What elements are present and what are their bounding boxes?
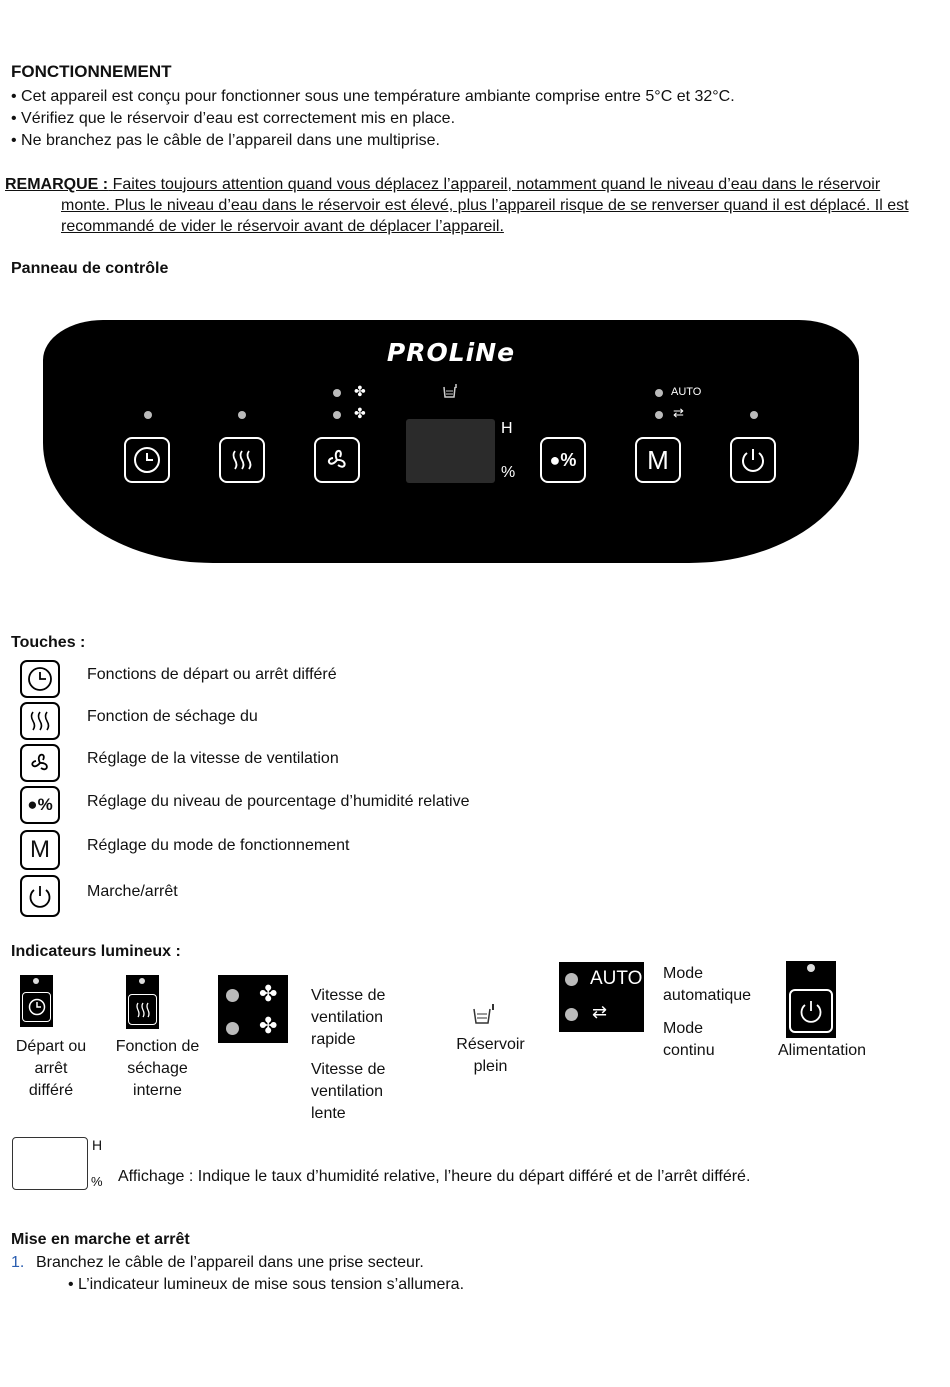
continuous-icon: ⇄ xyxy=(592,1002,608,1022)
keys-heading: Touches : xyxy=(11,634,86,651)
power-icon xyxy=(26,882,54,910)
auto-mode-label: Mode automatique xyxy=(663,965,752,1004)
humidity-percent-icon: ●% xyxy=(549,449,577,470)
fan-icon xyxy=(26,749,54,777)
led-continuous xyxy=(565,1008,578,1021)
drying-indicator-label: Fonction de séchage interne xyxy=(115,1038,200,1099)
fast-fan-label: Vitesse de ventilation rapide xyxy=(311,987,386,1048)
display-h-label: H xyxy=(501,420,513,437)
fan-fast-icon: ✤ xyxy=(354,383,366,399)
humidity-percent-icon: ●% xyxy=(27,795,53,814)
tank-label: Réservoir plein xyxy=(456,1036,525,1075)
auto-label: AUTO xyxy=(671,386,702,398)
display-h-label: H xyxy=(92,1137,103,1153)
humidity-button[interactable] xyxy=(540,437,586,483)
power-indicator-label: Alimentation xyxy=(778,1042,867,1059)
continuous-mode-label: Mode continu xyxy=(663,1020,715,1059)
key-humidity-icon xyxy=(20,786,60,824)
indicator-button xyxy=(128,994,157,1025)
remark-line-2: monte. Plus le niveau d’eau dans le réservoir est élevé, plus l’appareil risque de se renverser quand il est déplacé. Il est xyxy=(61,197,909,214)
indicator-button xyxy=(22,992,51,1022)
fan-speed-button[interactable] xyxy=(314,437,360,483)
led-auto xyxy=(655,389,663,397)
display-outline-icon xyxy=(12,1137,88,1190)
panel-heading: Panneau de contrôle xyxy=(11,260,169,277)
tank-full-icon xyxy=(471,1002,497,1026)
heat-waves-icon xyxy=(28,709,52,733)
remark-line-3: recommandé de vider le réservoir avant de déplacer l’appareil. xyxy=(61,218,504,235)
fan-icon xyxy=(322,445,352,475)
bullet-item: • Vérifiez que le réservoir d’eau est correctement mis en place. xyxy=(11,108,735,130)
led-timer xyxy=(144,411,152,419)
section-title-power-on: Mise en marche et arrêt xyxy=(11,1231,190,1248)
tank-full-icon xyxy=(441,382,459,400)
led-slow-fan xyxy=(333,411,341,419)
indicator-led xyxy=(139,978,145,984)
key-timer-icon xyxy=(20,660,60,698)
clock-icon xyxy=(132,445,162,475)
drying-indicator-image xyxy=(126,975,159,1029)
continuous-icon: ⇄ xyxy=(673,405,684,420)
key-label: Réglage de la vitesse de ventilation xyxy=(87,750,339,767)
display-percent-label: % xyxy=(91,1174,103,1189)
key-power-icon xyxy=(20,875,60,917)
heat-waves-icon xyxy=(134,1001,152,1019)
control-panel xyxy=(43,320,859,563)
mode-button[interactable] xyxy=(635,437,681,483)
key-label: Fonction de séchage du xyxy=(87,708,258,725)
step-text: Branchez le câble de l’appareil dans une prise secteur. xyxy=(36,1254,424,1271)
key-label: Réglage du niveau de pourcentage d’humidité relative xyxy=(87,793,470,810)
auto-label: AUTO xyxy=(590,968,643,989)
key-label: Fonctions de départ ou arrêt différé xyxy=(87,666,337,683)
heat-waves-icon xyxy=(229,447,255,473)
fan-slow-icon: ✤ xyxy=(259,1013,278,1038)
bullet-item: • Ne branchez pas le câble de l’appareil dans une multiprise. xyxy=(11,130,735,152)
indicator-led xyxy=(33,978,39,984)
indicators-heading: Indicateurs lumineux : xyxy=(11,943,181,960)
power-button[interactable] xyxy=(730,437,776,483)
led-continuous xyxy=(655,411,663,419)
power-indicator-image xyxy=(786,961,836,1038)
key-label: Réglage du mode de fonctionnement xyxy=(87,837,350,854)
led-fast-fan xyxy=(333,389,341,397)
clock-icon xyxy=(26,665,54,693)
display-percent-label: % xyxy=(501,464,516,481)
timer-indicator-label: Départ ou arrêt différé xyxy=(15,1038,87,1099)
bullet-item: • Cet appareil est conçu pour fonctionner sous une température ambiante comprise entre 5°C et 32°C. xyxy=(11,86,735,108)
remark-block xyxy=(5,174,940,195)
led-slow-fan xyxy=(226,1022,239,1035)
fan-slow-icon: ✤ xyxy=(354,405,366,421)
mode-m-icon: M xyxy=(30,836,50,863)
timer-button[interactable] xyxy=(124,437,170,483)
fan-indicator-image xyxy=(218,975,288,1043)
operation-bullets xyxy=(11,86,735,152)
remark-label: REMARQUE : xyxy=(5,176,109,193)
led-fast-fan xyxy=(226,989,239,1002)
key-label: Marche/arrêt xyxy=(87,883,178,900)
led-power xyxy=(750,411,758,419)
indicator-button xyxy=(789,989,833,1033)
key-fan-icon xyxy=(20,744,60,782)
drying-button[interactable] xyxy=(219,437,265,483)
display-description: Affichage : Indique le taux d’humidité relative, l’heure du départ différé et de l’arrêt différé. xyxy=(118,1168,751,1185)
remark-line-1: Faites toujours attention quand vous déplacez l’appareil, notamment quand le niveau d’eau dans le réservoir xyxy=(112,176,881,193)
clock-icon xyxy=(27,997,47,1017)
key-drying-icon xyxy=(20,702,60,740)
indicator-led xyxy=(807,964,815,972)
digital-display xyxy=(406,419,495,483)
key-mode-icon xyxy=(20,830,60,870)
power-icon xyxy=(738,445,768,475)
slow-fan-label: Vitesse de ventilation lente xyxy=(311,1061,386,1122)
mode-indicator-image xyxy=(559,962,644,1032)
mode-m-icon: M xyxy=(647,444,669,475)
step-number: 1. xyxy=(11,1254,25,1271)
led-drying xyxy=(238,411,246,419)
timer-indicator-image xyxy=(20,975,53,1027)
section-title-fonctionnement: FONCTIONNEMENT xyxy=(11,62,172,81)
power-icon xyxy=(797,997,825,1025)
step-subbullet: • L’indicateur lumineux de mise sous tension s’allumera. xyxy=(68,1276,465,1293)
brand-logo: PROLiNe xyxy=(386,338,516,367)
led-auto xyxy=(565,973,578,986)
fan-fast-icon: ✤ xyxy=(259,981,278,1006)
